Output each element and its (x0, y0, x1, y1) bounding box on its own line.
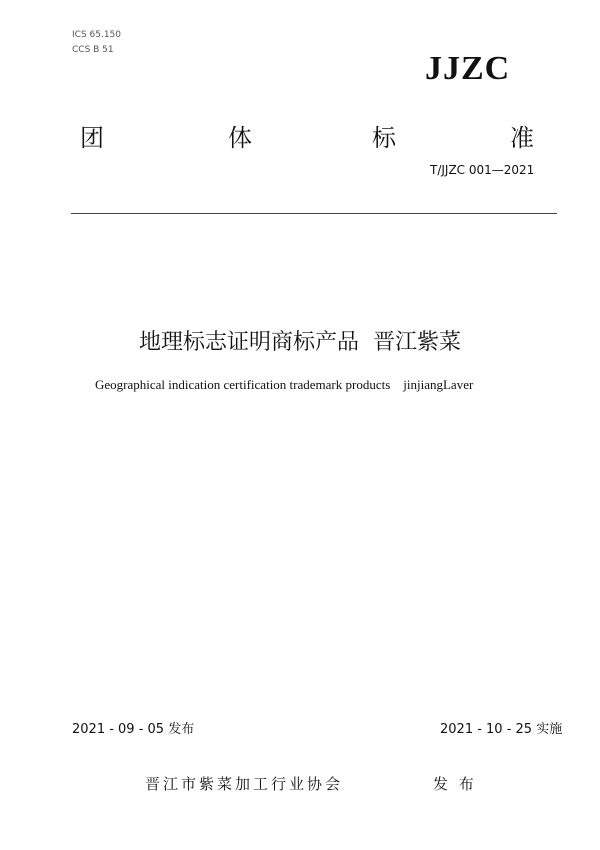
publish-label: 发 布 (433, 775, 477, 793)
standard-type-char: 团 (80, 124, 104, 152)
effective-date: 2021 - 10 - 25 实施 (440, 722, 563, 737)
publisher: 晋江市紫菜加工行业协会 (145, 775, 344, 793)
ics-code: ICS 65.150 (72, 30, 122, 40)
standard-type-char: 体 (228, 124, 252, 152)
standard-type-char: 标 (372, 124, 396, 152)
divider (71, 213, 557, 214)
publish-date: 2021 - 09 - 05 发布 (72, 722, 195, 737)
standard-code: T/JJZC 001—2021 (430, 163, 535, 177)
logo: JJZC (425, 50, 511, 87)
title-english: Geographical indication certification trademark products jinjiangLaver (95, 377, 474, 392)
standard-type-char: 准 (510, 124, 534, 152)
ccs-code: CCS B 51 (72, 45, 114, 55)
title-chinese: 地理标志证明商标产品 晋江紫菜 (139, 330, 461, 355)
